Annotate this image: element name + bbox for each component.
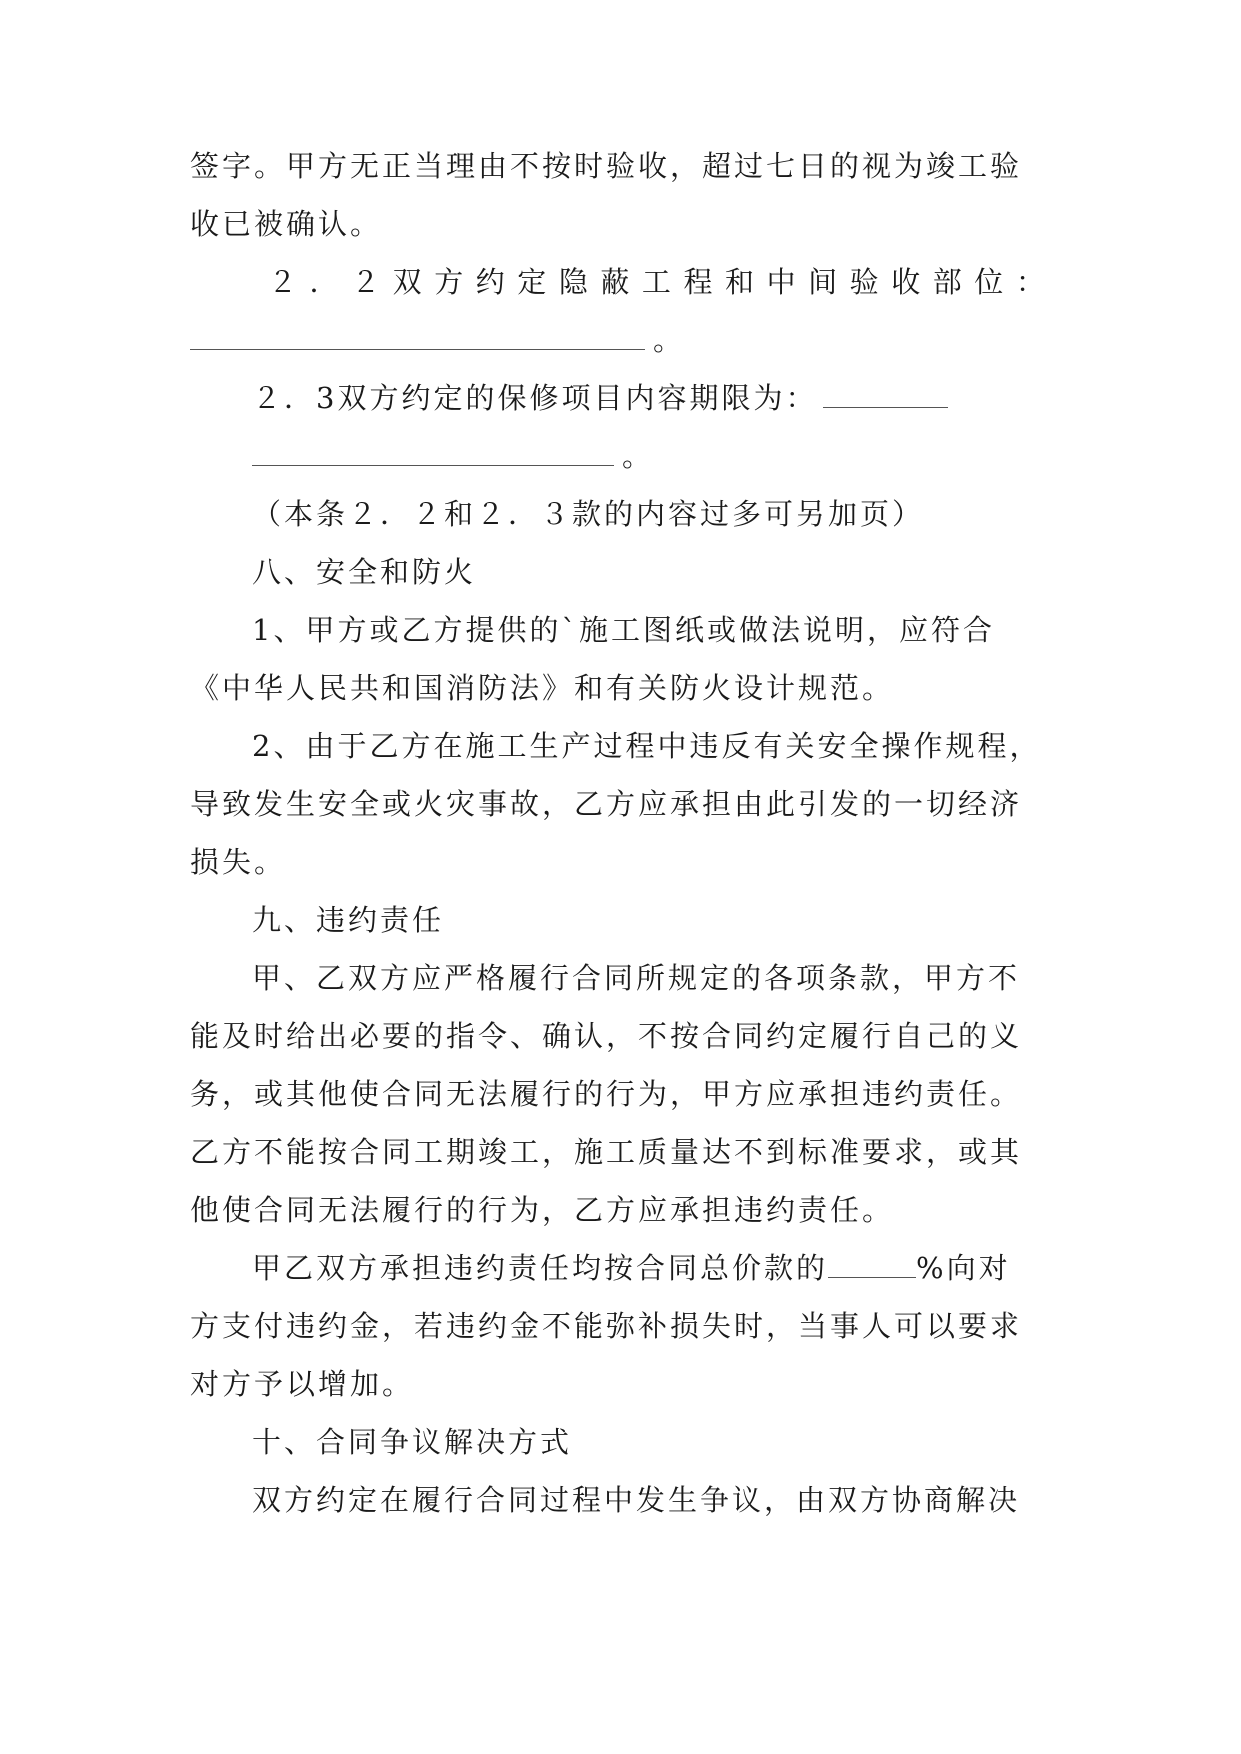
clause-2-2-char: ２	[351, 265, 381, 299]
clause-2-2-char: ．	[309, 265, 339, 299]
paragraph-line: 损失。	[190, 845, 287, 879]
blank-field[interactable]	[252, 443, 614, 466]
fill-in-line	[190, 322, 685, 358]
fill-in-line	[252, 438, 654, 474]
clause-2-2-char: 间	[808, 265, 838, 299]
paragraph-line: 签字。甲方无正当理由不按时验收，超过七日的视为竣工验	[190, 149, 1023, 183]
clause-2-2-char: 收	[891, 265, 921, 299]
blank-field[interactable]	[823, 385, 948, 408]
paragraph-line: 2、由于乙方在施工生产过程中违反有关安全操作规程，	[252, 729, 1042, 763]
paragraph-line: 能及时给出必要的指令、确认，不按合同约定履行自己的义	[190, 1019, 1023, 1053]
clause-2-2-char: 方	[434, 265, 464, 299]
paragraph-line: 他使合同无法履行的行为，乙方应承担违约责任。	[190, 1193, 895, 1227]
clause-2-2-char: 隐	[558, 265, 588, 299]
clause-2-3-text: ２．3双方约定的保修项目内容期限为：	[252, 381, 818, 415]
clause-2-2-char: 位	[974, 265, 1004, 299]
clause-2-2-line	[268, 264, 1045, 300]
penalty-text: 甲乙双方承担违约责任均按合同总价款的	[252, 1251, 829, 1285]
period: 。	[653, 323, 686, 357]
paragraph-line: 1、甲方或乙方提供的`施工图纸或做法说明，应符合	[252, 613, 995, 647]
paragraph-line: 乙方不能按合同工期竣工，施工质量达不到标准要求，或其	[190, 1135, 1023, 1169]
period: 。	[622, 439, 655, 473]
blank-field[interactable]	[190, 327, 645, 350]
clause-2-2-char: ：	[1015, 265, 1045, 299]
paragraph-line: 《中华人民共和国消防法》和有关防火设计规范。	[190, 671, 895, 705]
paragraph-line: 导致发生安全或火灾事故，乙方应承担由此引发的一切经济	[190, 787, 1023, 821]
paragraph-line: 务，或其他使合同无法履行的行为，甲方应承担违约责任。	[190, 1077, 1023, 1111]
clause-2-2-char: 蔽	[600, 265, 630, 299]
clause-2-2-char: 双	[392, 265, 422, 299]
paragraph-line: 甲、乙双方应严格履行合同所规定的各项条款，甲方不	[252, 961, 1021, 995]
penalty-text-tail: %向对	[916, 1251, 1011, 1285]
clause-2-2-char: 部	[932, 265, 962, 299]
clause-2-2-char: 定	[517, 265, 547, 299]
blank-field[interactable]	[828, 1255, 916, 1278]
clause-2-2-char: 验	[849, 265, 879, 299]
paragraph-line	[252, 1250, 1011, 1286]
clause-2-3-line	[252, 380, 948, 416]
clause-2-2-char: ２	[268, 265, 298, 299]
clause-2-2-char: 程	[683, 265, 713, 299]
clause-2-2-char: 约	[475, 265, 505, 299]
paragraph-line: 方支付违约金，若违约金不能弥补损失时，当事人可以要求	[190, 1309, 1023, 1343]
section-heading-9: 九、违约责任	[252, 903, 445, 937]
clause-2-2-char: 和	[725, 265, 755, 299]
clause-2-2-char: 中	[766, 265, 796, 299]
paragraph-line: 收已被确认。	[190, 207, 383, 241]
note-line: （本条２．２和２．３款的内容过多可另加页）	[252, 497, 925, 531]
paragraph-line: 对方予以增加。	[190, 1367, 415, 1401]
paragraph-line: 双方约定在履行合同过程中发生争议，由双方协商解决	[252, 1483, 1021, 1517]
section-heading-10: 十、合同争议解决方式	[252, 1425, 573, 1459]
clause-2-2-char: 工	[641, 265, 671, 299]
section-heading-8: 八、安全和防火	[252, 555, 477, 589]
